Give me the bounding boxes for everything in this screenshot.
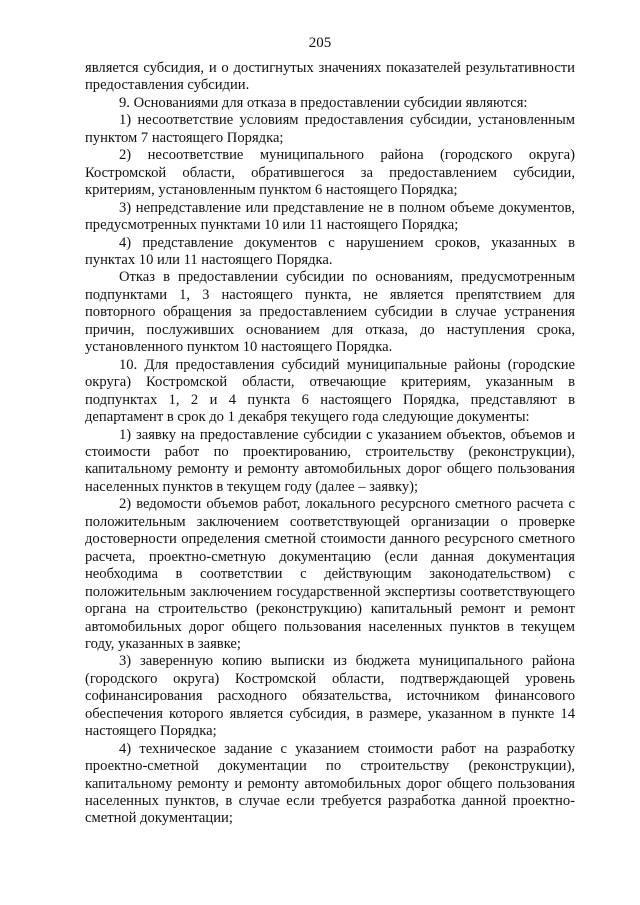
paragraph-subitem-10-1: 1) заявку на предоставление субсидии с указанием объектов, объемов и стоимости работ по проектированию, строительству (реконструкции), капитальному ремонту и ремонту автомобильных дорог общего пользования населенных пунктов в текущем году (далее – заявку);: [85, 426, 575, 495]
paragraph-item-10: 10. Для предоставления субсидий муниципальные районы (городские округа) Костромской области, отвечающие критериям, указанным в подпунктах 1, 2 и 4 пункта 6 настоящего Порядка, представляют в департамент в срок до 1 декабря текущего года следующие документы:: [85, 356, 575, 426]
page-number: 205: [308, 35, 332, 51]
paragraph-subitem-9-4: 4) представление документов с нарушением сроков, указанных в пунктах 10 или 11 настоящего Порядка.: [85, 234, 575, 268]
paragraph-refusal-note: Отказ в предоставлении субсидии по основаниям, предусмотренным подпунктами 1, 3 настоящего пункта, не является препятствием для повторного обращения за предоставлением субсидии в случае устранения причин, послуживших основанием для отказа, до наступления срока, установленного пунктом 10 настоящего Порядка.: [85, 269, 575, 356]
document-body: [85, 60, 575, 828]
paragraph-subitem-10-3: 3) заверенную копию выписки из бюджета муниципального района (городского округа) Костромской области, подтверждающей уровень софинансирования расходного обязательства, источником финансового обеспечения которого является субсидия, в размере, указанном в пункте 14 настоящего Порядка;: [85, 653, 575, 740]
paragraph-subitem-9-2: 2) несоответствие муниципального района (городского округа) Костромской области, обратившегося за предоставлением субсидии, критериям, установленным пунктом 6 настоящего Порядка;: [85, 147, 575, 199]
paragraph-subitem-9-1: 1) несоответствие условиям предоставления субсидии, установленным пунктом 7 настоящего Порядка;: [85, 112, 575, 146]
paragraph-subitem-10-4: 4) техническое задание с указанием стоимости работ на разработку проектно-сметной документации по строительству (реконструкции), капитальному ремонту и ремонту автомобильных дорог общего пользования населенных пунктов, в случае если требуется разработка данной проектно-сметной документации;: [85, 740, 575, 827]
paragraph-item-9: 9. Основаниями для отказа в предоставлении субсидии являются:: [119, 94, 528, 111]
paragraph-subitem-10-2: 2) ведомости объемов работ, локального ресурсного сметного расчета с положительным заключением соответствующей организации о проверке достоверности определения сметной стоимости данного ресурсного сметного расчета, проектно-сметную документацию (если данная документация необходима в соответствии с действующим законодательством) с положительным заключением государственной экспертизы соответствующего органа на строительство (реконструкцию) капитальный ремонт и ремонт автомобильных дорог общего пользования населенных пунктов в текущем году, указанных в заявке;: [85, 496, 575, 652]
paragraph-continuation: является субсидия, и о достигнутых значениях показателей результативности предоставления субсидии.: [85, 60, 575, 94]
paragraph-subitem-9-3: 3) непредставление или представление не в полном объеме документов, предусмотренных пунктами 10 или 11 настоящего Порядка;: [85, 199, 575, 234]
